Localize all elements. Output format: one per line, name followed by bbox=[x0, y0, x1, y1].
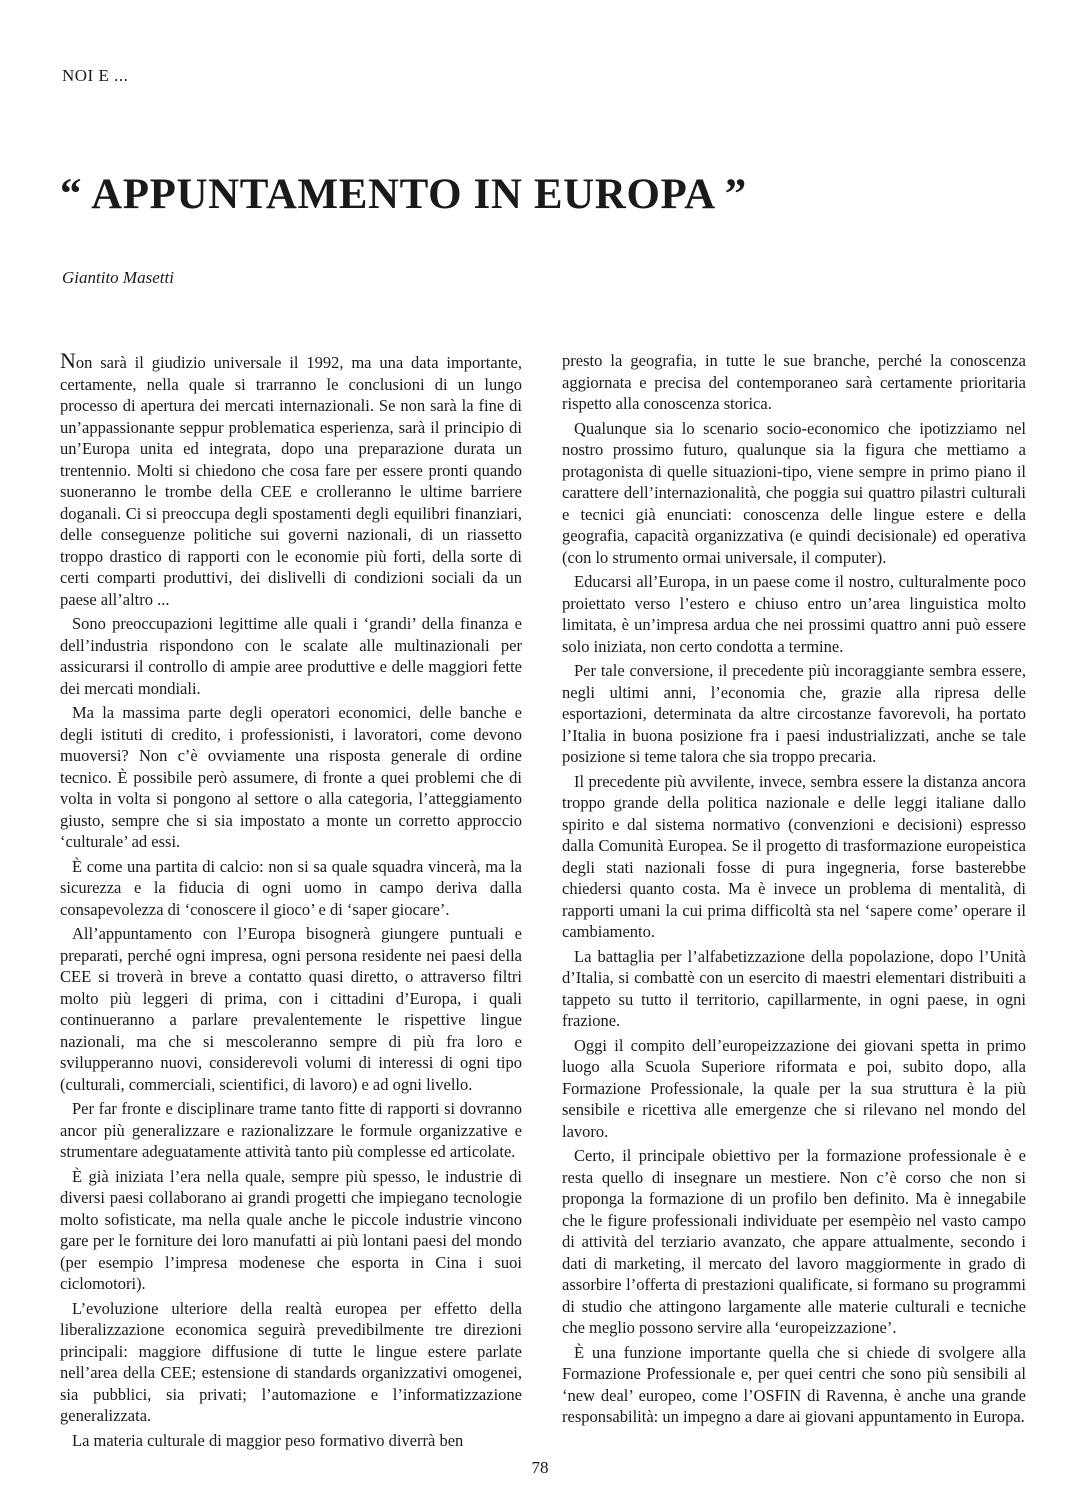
paragraph: La materia culturale di maggior peso formativo diverrà ben bbox=[72, 1430, 464, 1450]
paragraph: Educarsi all’Europa, in un paese come il nostro, culturalmente poco proiettato verso l’estero e chiuso entro un’area linguistica molto limitata, è un’impresa ardua che nei prossimi quattro anni può essere solo iniziata, non certo condotta a termine. bbox=[562, 572, 1026, 656]
paragraph: La battaglia per l’alfabetizzazione della popolazione, dopo l’Unità d’Italia, si combattè con un esercito di maestri elementari distribuiti a tappeto su tutto il territorio, capillarmente, in ogni paese, in ogni frazione. bbox=[562, 946, 1026, 1030]
paragraph: Certo, il principale obiettivo per la formazione professionale è e resta quello di insegnare un mestiere. Non c’è corso che non si proponga la formazione di un profilo ben definito. Ma è innegabile che le figure professionali individuate per esempèio nel vasto campo di attività del terziario avanzato, che appare attualmente, secondo i dati di marketing, il mercato del lavoro maggiormente in grado di assorbire l’offerta di prestazioni qualificate, si formano su programmi di studio che attingono largamente alle materie culturali e tecniche che meglio possono servire alla ‘europeizzazione’. bbox=[562, 1146, 1026, 1337]
paragraph: Per tale conversione, il precedente più incoraggiante sembra essere, negli ultimi anni, l’economia che, grazie alla ripresa delle esportazioni, determinata da altre circostanze favorevoli, ha portato l’Italia in buona posizione fra i paesi industrializzati, anche se tale posizione si teme talora che sia troppo precaria. bbox=[562, 661, 1026, 766]
article-title: “ APPUNTAMENTO IN EUROPA ” bbox=[60, 171, 747, 218]
paragraph: Non sarà il giudizio universale il 1992, ma una data importante, certamente, nella quale si trarranno le conclusioni di un lungo processo di apertura dei mercati internazionali. Se non sarà la fine di un’appassionante seppur problematica esperienza, sarà il principio di un’Europa unita ed integrata, dopo una preparazione durata un trentennio. Molti si chiedono che cosa fare per essere pronti quando suoneranno le trombe della CEE e crolleranno le ultime barriere doganali. Ci si preoccupa degli spostamenti degli equilibri finanziari, delle conseguenze politiche sui governi nazionali, di un riassetto troppo drastico di rapporti con le economie più forti, della sorte di certi comparti produttivi, dei dislivelli di condizioni sociali da un paese all’altro ... bbox=[60, 348, 522, 609]
paragraph: Sono preoccupazioni legittime alle quali i ‘grandi’ della finanza e dell’industria rispondono con le scalate alle multinazionali per assicurarsi il controllo di ampie aree produttive e delle maggiori fette dei mercati mondiali. bbox=[60, 614, 522, 698]
author-name: Giantito Masetti bbox=[62, 268, 174, 287]
paragraph: All’appuntamento con l’Europa bisognerà giungere puntuali e preparati, perché ogni impresa, ogni persona residente nei paesi della CEE si troverà in breve a contatto quasi diretto, o attraverso filtri molto più leggeri di prima, con i cittadini d’Europa, i quali continueranno a parlare prevalentemente le rispettive lingue nazionali, ma che si mescoleranno sempre di più fra loro e svilupperanno nuovi, considerevoli volumi di interessi di ogni tipo (culturali, commerciali, scientifici, di lavoro) e ad ogni livello. bbox=[60, 924, 522, 1094]
paragraph: L’evoluzione ulteriore della realtà europea per effetto della liberalizzazione economica seguirà prevedibilmente tre direzioni principali: maggiore diffusione di tutte le lingue estere parlate nell’area della CEE; estensione di standards organizzativi omogenei, sia pubblici, sia privati; l’automazione e l’informatizzazione generalizzata. bbox=[60, 1298, 522, 1425]
paragraph: È una funzione importante quella che si chiede di svolgere alla Formazione Professionale e, per quei centri che sono più sensibili al ‘new deal’ europeo, come l’OSFIN di Ravenna, è anche una grande responsabilità: un impegno a dare ai giovani appuntamento in Europa. bbox=[562, 1342, 1026, 1426]
paragraph: Il precedente più avvilente, invece, sembra essere la distanza ancora troppo grande della politica nazionale e delle leggi italiane dallo spirito e dal sistema normativo (convenzioni e decisioni) espresso dalla Comunità Europea. Se il progetto di trasformazione europeistica degli stati nazionali fosse di pura ingegneria, forse basterebbe chiedersi quanto costa. Ma è invece un problema di mentalità, di rapporti umani la cui prima difficoltà sta nel ‘sapere come’ operare il cambiamento. bbox=[562, 771, 1026, 941]
paragraph: È come una partita di calcio: non si sa quale squadra vincerà, ma la sicurezza e la fiducia di ogni uomo in campo deriva dalla consapevolezza di ‘conoscere il gioco’ e di ‘saper giocare’. bbox=[60, 856, 522, 919]
right-column bbox=[562, 350, 1026, 1431]
paragraph: È già iniziata l’era nella quale, sempre più spesso, le industrie di diversi paesi collaborano ai grandi progetti che impiegano tecnologie molto sofisticate, ma nella quale anche le piccole industrie vincono gare per le forniture dei loro manufatti ai più lontani paesi del mondo (per esempio l’impresa modenese che esporta in Cina i suoi ciclomotori). bbox=[60, 1166, 522, 1293]
section-label: NOI E ... bbox=[62, 66, 129, 85]
paragraph-continuation: presto la geografia, in tutte le sue branche, perché la conoscenza aggiornata e precisa del contemporaneo sarà certamente prioritaria rispetto alla conoscenza storica. bbox=[562, 351, 1026, 413]
paragraph: Oggi il compito dell’europeizzazione dei giovani spetta in primo luogo alla Scuola Superiore riformata e poi, subito dopo, alla Formazione Professionale, la quale per la sua struttura è la più sensibile e ricettiva alle emergenze che si rilevano nel mondo del lavoro. bbox=[562, 1035, 1026, 1141]
paragraph: Ma la massima parte degli operatori economici, delle banche e degli istituti di credito, i professionisti, i lavoratori, come devono muoversi? Non c’è ovviamente una risposta generale di ordine tecnico. È possibile però assumere, di fronte a quei problemi che di volta in volta si pongono al settore o alla categoria, l’atteggiamento giusto, sempre che si sia impostato a monte un corretto approccio ‘culturale’ ad essi. bbox=[60, 703, 522, 851]
page-number: 78 bbox=[531, 1458, 549, 1477]
paragraph: Per far fronte e disciplinare trame tanto fitte di rapporti si dovranno ancor più generalizzare e razionalizzare le formule organizzative e strumentare adeguatamente attività tanto più complesse ed articolate. bbox=[60, 1099, 522, 1161]
drop-cap: N bbox=[60, 348, 76, 373]
paragraph: Qualunque sia lo scenario socio-economico che ipotizziamo nel nostro prossimo futuro, qualunque sia la figura che mettiamo a protagonista di quelle situazioni-tipo, viene sempre in primo piano il carattere dell’internazionalità, che poggia sui quattro pilastri culturali e tecnici già enunciati: conoscenza delle lingue estere e della geografia, capacità organizzativa (e quindi decisionale) ed operativa (con lo strumento ormai universale, il computer). bbox=[562, 418, 1026, 567]
left-column bbox=[60, 350, 522, 1454]
